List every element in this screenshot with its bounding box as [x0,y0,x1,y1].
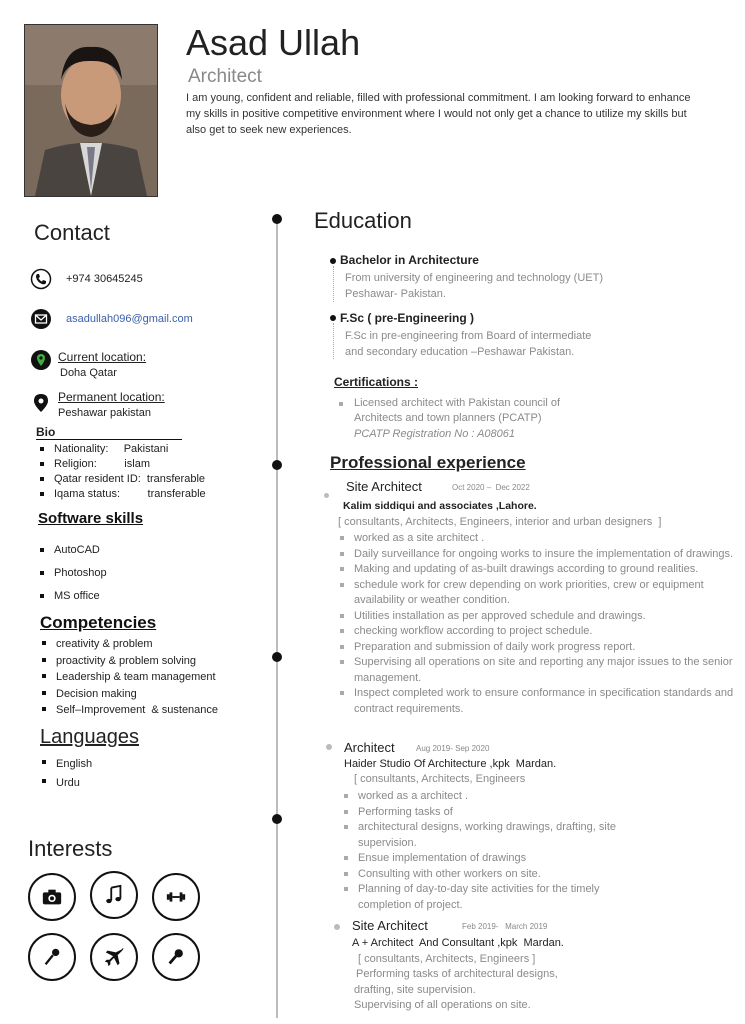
job-duty: Making and updating of as-built drawings according to ground realities. [336,562,734,578]
job-duties [340,789,630,913]
certification-line: Licensed architect with Pakistan council of [354,397,561,409]
timeline-line [276,218,278,1018]
entry-bullet [326,744,332,750]
profile-summary: I am young, confident and reliable, filled with professional commitment. I am looking forward to enhance my skills in positive competitive environment where I would not only get a chance to utilize my skills but also get to seek new experiences. [186,92,691,136]
bio-item: Qatar resident ID: transferable [36,472,206,487]
timeline-dot [272,214,282,224]
job-duty: Consulting with other workers on site. [340,867,630,883]
entry-bullet [334,924,340,930]
job-duty: Preparation and submission of daily work progress report. [336,640,734,656]
microphone-icon [152,933,200,981]
certification-line: Architects and town planners (PCATP) [354,412,542,424]
permanent-location-label: Permanent location: [58,390,165,404]
education-detail: F.Sc in pre-engineering from Board of intermediate [345,330,592,342]
competency-item: creativity & problem [38,636,218,653]
permanent-location: Peshawar pakistan [58,407,151,419]
job-company: Haider Studio Of Architecture ,kpk Mardan. [344,758,557,770]
bio-item: Nationality: Pakistani [36,442,206,457]
certification-registration: PCATP Registration No : A08061 [354,428,516,440]
language-item: English [38,755,92,774]
timeline-dot [272,814,282,824]
job-duty: Supervising all operations on site and reporting any major issues to the senior management. [336,655,734,686]
competency-item: Leadership & team management [38,669,218,686]
job-duty: architectural designs, working drawings, drafting, site supervision. [340,820,630,851]
phone-icon [30,268,52,290]
email-link[interactable]: asadullah096@gmail.com [66,313,193,325]
education-heading: Education [314,208,412,233]
competencies-heading: Competencies [40,613,157,632]
experience-heading: Professional experience [330,453,526,472]
job-role: Architect [344,740,395,755]
timeline-dot [272,460,282,470]
job-detail-line: drafting, site supervision. [354,984,476,996]
software-item: AutoCAD [36,543,107,558]
job-description: [ consultants, Architects, Engineers, interior and urban designers ] [338,516,662,528]
job-detail-line: Supervising of all operations on site. [354,999,531,1011]
interests-heading: Interests [28,836,113,861]
email-icon [30,308,52,330]
job-dates: Feb 2019- March 2019 [462,922,548,931]
job-dates: Oct 2020 – Dec 2022 [452,483,530,492]
education-detail: Peshawar- Pakistan. [345,288,446,300]
entry-bullet [330,315,336,321]
music-note-icon [90,871,138,919]
bullet [339,402,343,406]
job-description: [ consultants, Architects, Engineers [354,773,526,785]
current-location-label: Current location: [58,350,147,364]
contact-heading: Contact [34,220,110,245]
certifications-heading: Certifications : [334,375,419,389]
job-description: [ consultants, Architects, Engineers ] [358,953,536,965]
current-location: Doha Qatar [60,367,117,379]
job-duty: Planning of day-to-day site activities for the timely completion of project. [340,882,630,913]
competency-item: proactivity & problem solving [38,653,218,670]
camera-icon [28,873,76,921]
airplane-icon [90,933,138,981]
phone-number: +974 30645245 [66,273,143,285]
education-detail: and secondary education –Peshawar Pakistan. [345,346,575,358]
bio-item: Religion: islam [36,457,206,472]
job-duty: checking workflow according to project schedule. [336,624,734,640]
location-pin-icon [32,393,50,413]
dumbbell-icon [152,873,200,921]
competencies-list [38,636,218,719]
job-company: Kalim siddiqui and associates ,Lahore. [343,500,537,512]
bio-item: Iqama status: transferable [36,487,206,502]
job-duty: Ensue implementation of drawings [340,851,630,867]
entry-connector [333,266,334,302]
languages-list [38,755,92,793]
candidate-name: Asad Ullah [186,22,361,63]
software-item: Photoshop [36,566,107,581]
timeline-dot [272,652,282,662]
job-duty: Utilities installation as per approved schedule and drawings. [336,609,734,625]
education-degree: Bachelor in Architecture [340,253,479,267]
location-pin-icon [30,349,52,371]
languages-heading: Languages [40,726,139,748]
microphone-icon [28,933,76,981]
education-detail: From university of engineering and technology (UET) [345,272,604,284]
software-item: MS office [36,589,107,604]
education-degree: F.Sc ( pre-Engineering ) [340,311,475,325]
competency-item: Self–Improvement & sustenance [38,702,218,719]
job-role: Site Architect [352,918,428,933]
job-duty: schedule work for crew depending on work priorities, crew or equipment availability or weather condition. [336,578,734,609]
entry-connector [333,323,334,359]
bio-heading: Bio [36,425,182,440]
software-list [36,543,107,604]
job-duty: Performing tasks of [340,805,630,821]
bio-list [36,442,206,502]
job-duty: Inspect completed work to ensure conformance in specification standards and contract requirements. [336,686,734,717]
job-duty: worked as a site architect . [336,531,734,547]
job-duty: worked as a architect . [340,789,630,805]
software-heading: Software skills [38,510,144,527]
language-item: Urdu [38,774,92,793]
job-role: Site Architect [346,479,422,494]
job-dates: Aug 2019- Sep 2020 [416,744,490,753]
profile-photo [24,24,158,197]
candidate-title: Architect [188,66,262,87]
competency-item: Decision making [38,686,218,703]
job-duties [336,531,734,717]
job-detail-line: Performing tasks of architectural designs, [356,968,558,980]
entry-bullet [324,493,329,498]
job-company: A + Architect And Consultant ,kpk Mardan. [352,937,564,949]
job-duty: Daily surveillance for ongoing works to insure the implementation of drawings. [336,547,734,563]
entry-bullet [330,258,336,264]
